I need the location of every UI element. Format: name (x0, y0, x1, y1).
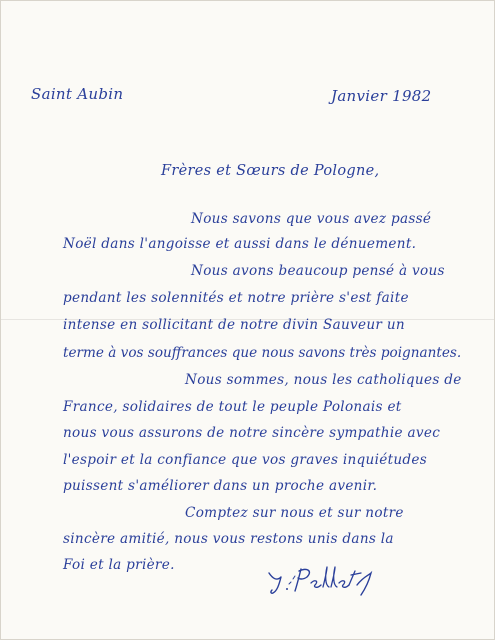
body-line: Noël dans l'angoisse et aussi dans le dénuement. (63, 236, 417, 252)
body-line: Comptez sur nous et sur notre (185, 505, 404, 521)
handwritten-signature (265, 559, 375, 599)
letter-date: Janvier 1982 (331, 87, 432, 105)
body-line: l'espoir et la confiance que vos graves inquiétudes (63, 452, 428, 468)
body-line: pendant les solennités et notre prière s'est faite (63, 290, 409, 306)
signature-drawing (265, 559, 375, 599)
place-name: Saint Aubin (31, 85, 124, 103)
salutation: Frères et Sœurs de Pologne, (161, 163, 380, 179)
body-line: sincère amitié, nous vous restons unis dans la (63, 531, 394, 547)
body-line: intense en sollicitant de notre divin Sauveur un (63, 317, 405, 333)
body-line: nous vous assurons de notre sincère sympathie avec (63, 425, 441, 441)
body-line: France, solidaires de tout le peuple Polonais et (63, 399, 402, 415)
body-line: Nous avons beaucoup pensé à vous (191, 263, 445, 279)
body-line: Nous sommes, nous les catholiques de (185, 372, 462, 388)
body-line: Foi et la prière. (63, 557, 175, 573)
body-line: puissent s'améliorer dans un proche avenir. (63, 478, 378, 494)
body-line: Nous savons que vous avez passé (191, 211, 432, 227)
body-line: terme à vos souffrances que nous savons très poignantes. (63, 345, 462, 361)
